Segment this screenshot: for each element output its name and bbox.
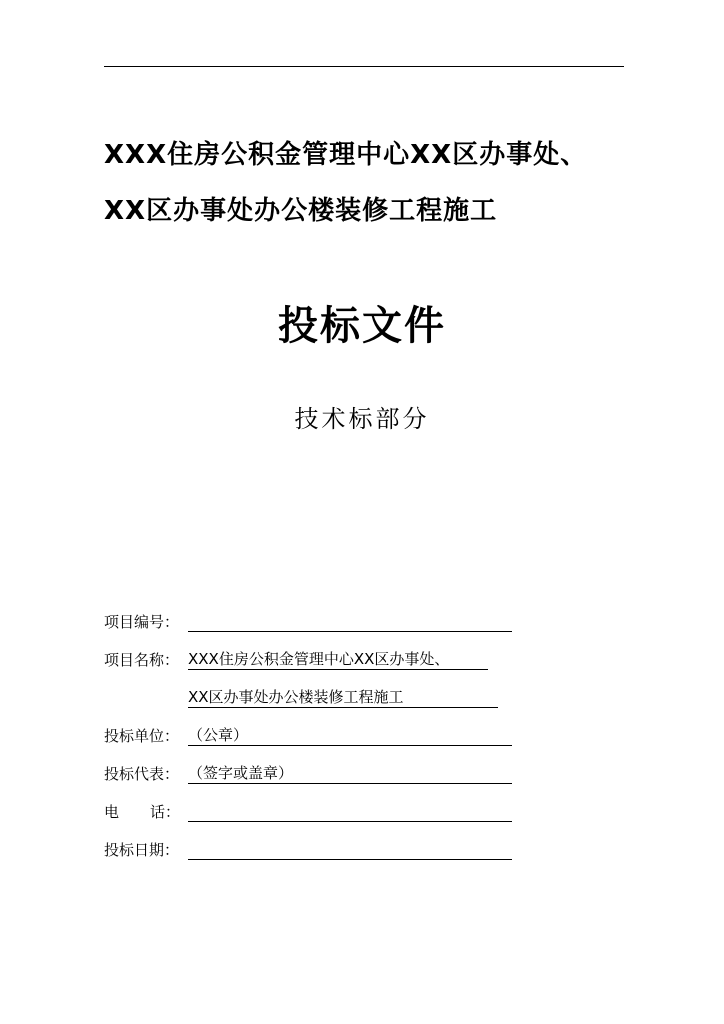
- project-title-line-1: XXX住房公积金管理中心XX区办事处、: [104, 140, 588, 170]
- bidder-row: [104, 722, 512, 746]
- bidder-label: 投标单位：: [104, 727, 180, 745]
- bid-info-form: [104, 0, 524, 1024]
- project-name-row-continued: [188, 684, 498, 708]
- bid-date-row: [104, 836, 512, 860]
- project-code-field[interactable]: [188, 611, 512, 632]
- representative-label: 投标代表：: [104, 765, 180, 783]
- bid-date-field[interactable]: [188, 839, 512, 860]
- project-title-line-2: XX区办事处办公楼装修工程施工: [104, 196, 498, 226]
- representative-field[interactable]: （签字或盖章）: [188, 763, 512, 784]
- phone-field[interactable]: [188, 801, 512, 822]
- phone-label: [104, 802, 180, 822]
- document-subtitle: 技术标部分: [294, 405, 430, 433]
- project-name-row: [104, 646, 488, 670]
- phone-label-part-1: 电: [104, 803, 120, 821]
- phone-row: [104, 798, 512, 822]
- representative-row: [104, 760, 512, 784]
- project-name-label: 项目名称：: [104, 651, 180, 669]
- project-name-field-line-1[interactable]: XXX住房公积金管理中心XX区办事处、: [188, 649, 488, 670]
- document-title: 投标文件: [278, 303, 446, 349]
- project-name-field-line-2[interactable]: XX区办事处办公楼装修工程施工: [188, 687, 498, 708]
- phone-label-part-2: 话：: [149, 803, 180, 821]
- project-code-label: 项目编号：: [104, 613, 180, 631]
- bid-date-label: 投标日期：: [104, 841, 180, 859]
- project-code-row: [104, 608, 512, 632]
- bidder-field[interactable]: （公章）: [188, 725, 512, 746]
